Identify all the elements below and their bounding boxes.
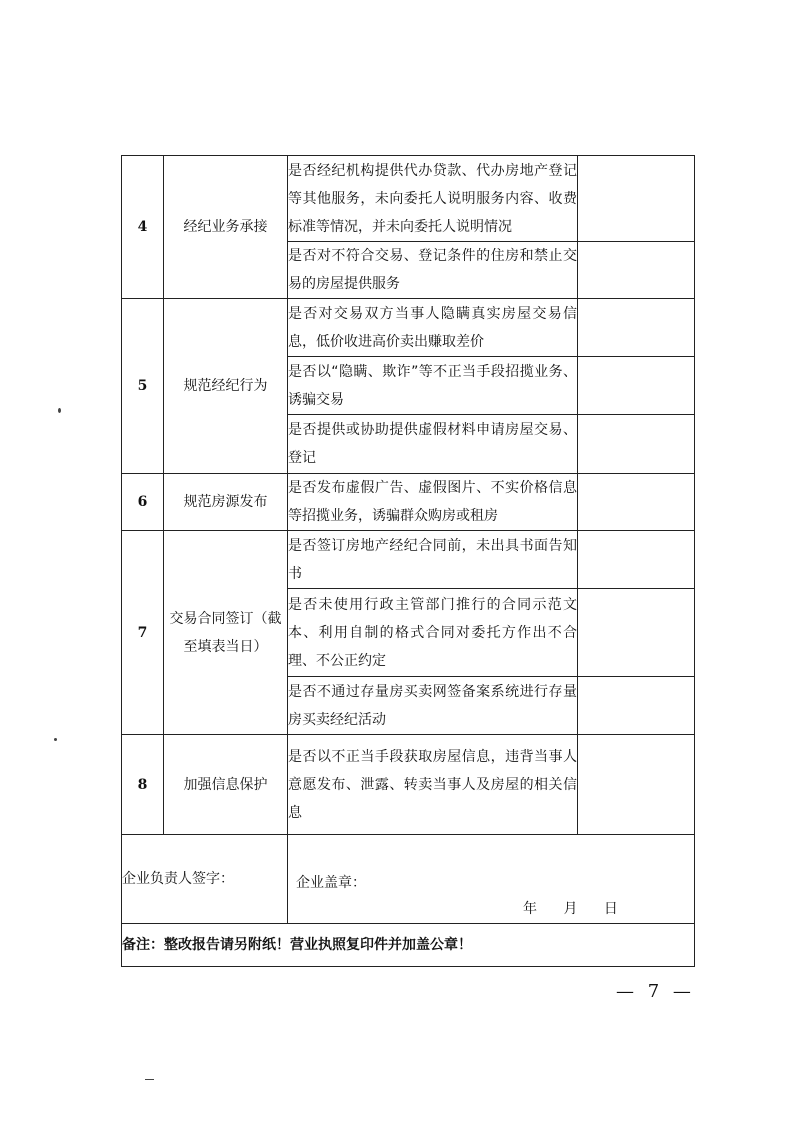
table-row [122,474,695,531]
row-number: 6 [122,474,164,531]
note-text: 备注：整改报告请另附纸！营业执照复印件并加盖公章！ [122,924,695,967]
signature-row [122,835,695,924]
check-item: 是否以“隐瞒、欺诈”等不正当手段招揽业务、诱骗交易 [288,357,578,415]
note-row [122,924,695,967]
row-number: 5 [122,299,164,474]
table-row [122,735,695,835]
table-row [122,531,695,589]
row-category: 交易合同签订（截至填表当日） [164,531,288,735]
answer-cell[interactable] [578,357,695,415]
row-category: 规范经纪行为 [164,299,288,474]
check-item: 是否对交易双方当事人隐瞒真实房屋交易信息，低价收进高价卖出赚取差价 [288,299,578,357]
answer-cell[interactable] [578,677,695,735]
row-number: 7 [122,531,164,735]
date-row [523,895,640,923]
check-item: 是否对不符合交易、登记条件的住房和禁止交易的房屋提供服务 [288,242,578,299]
leader-signature-label: 企业负责人签字： [122,871,234,887]
table-row [122,156,695,242]
answer-cell[interactable] [578,156,695,242]
company-seal-cell[interactable] [288,835,695,924]
check-item: 是否签订房地产经纪合同前，未出具书面告知书 [288,531,578,589]
scan-speck [58,408,61,413]
check-item: 是否未使用行政主管部门推行的合同示范文本、利用自制的格式合同对委托方作出不合理、不公正约定 [288,589,578,677]
answer-cell[interactable] [578,474,695,531]
table-row [122,299,695,357]
page-number: — 7 — [616,981,695,1002]
check-item: 是否不通过存量房买卖网签备案系统进行存量房买卖经纪活动 [288,677,578,735]
day-label: 日 [603,901,618,917]
check-item: 是否发布虚假广告、虚假图片、不实价格信息等招揽业务，诱骗群众购房或租房 [288,474,578,531]
row-number: 4 [122,156,164,299]
company-seal-label: 企业盖章： [296,875,366,891]
check-item: 是否以不正当手段获取房屋信息，违背当事人意愿发布、泄露、转卖当事人及房屋的相关信息 [288,735,578,835]
scan-speck [145,1079,154,1080]
inspection-table [121,155,695,967]
check-item: 是否提供或协助提供虚假材料申请房屋交易、登记 [288,415,578,474]
answer-cell[interactable] [578,242,695,299]
row-number: 8 [122,735,164,835]
row-category: 规范房源发布 [164,474,288,531]
answer-cell[interactable] [578,531,695,589]
month-label: 月 [563,901,578,917]
year-label: 年 [523,901,537,917]
answer-cell[interactable] [578,415,695,474]
leader-signature-cell[interactable] [122,835,288,924]
scan-speck [54,738,57,741]
answer-cell[interactable] [578,589,695,677]
answer-cell[interactable] [578,735,695,835]
check-item: 是否经纪机构提供代办贷款、代办房地产登记等其他服务，未向委托人说明服务内容、收费标准等情况，并未向委托人说明情况 [288,156,578,242]
row-category: 经纪业务承接 [164,156,288,299]
row-category: 加强信息保护 [164,735,288,835]
answer-cell[interactable] [578,299,695,357]
